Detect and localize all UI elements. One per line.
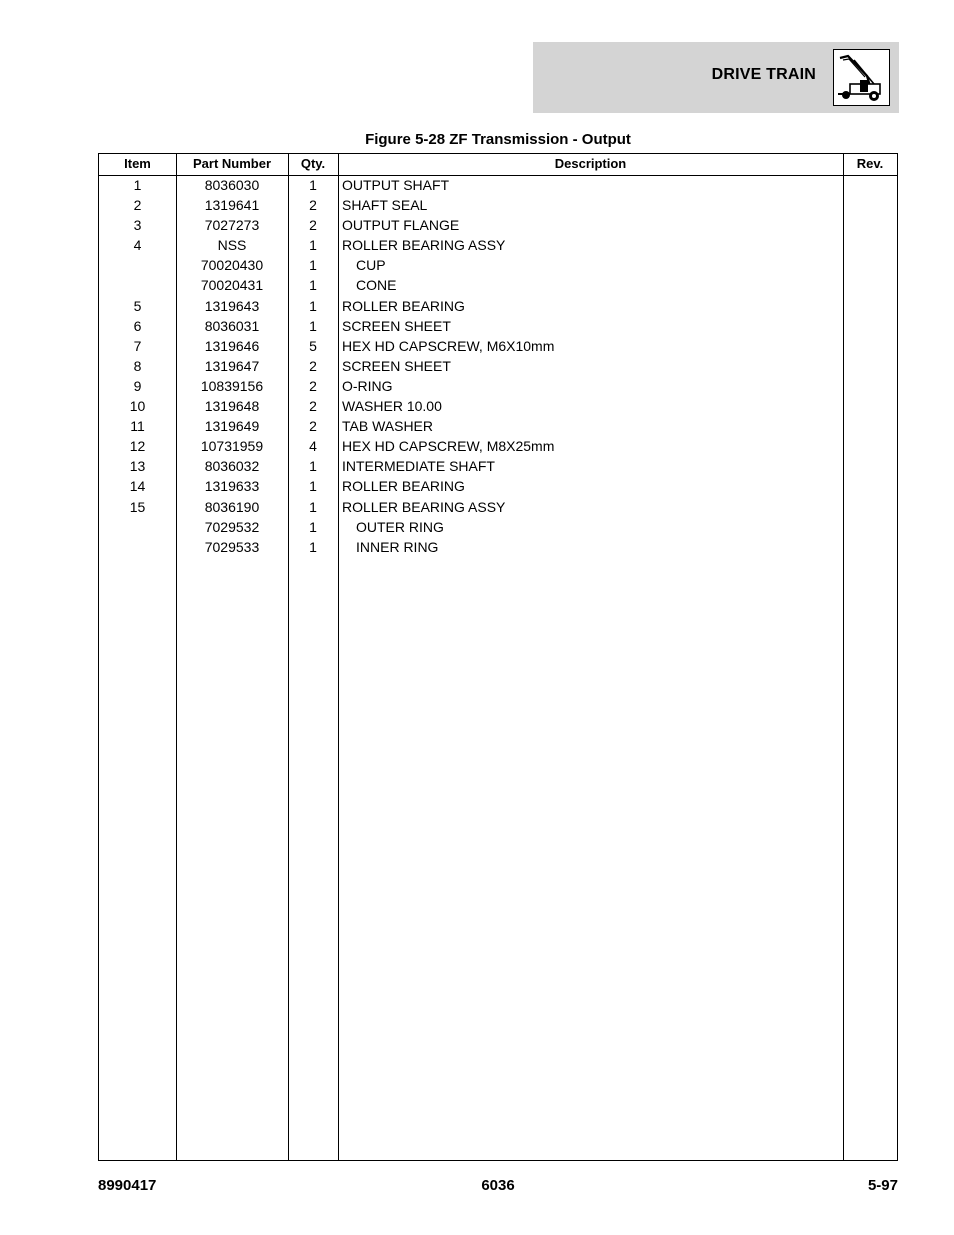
table-row: [99, 196, 897, 216]
quantity: 2: [309, 217, 317, 234]
quantity: 1: [309, 277, 317, 294]
table-row: [99, 417, 897, 437]
description: SCREEN SHEET: [342, 357, 451, 374]
quantity: 2: [309, 377, 317, 394]
part-number: 1319649: [204, 418, 260, 435]
quantity: 1: [309, 257, 317, 274]
footer-page-number: 5-97: [867, 1177, 898, 1194]
item-number: 8: [133, 357, 142, 374]
item-number: 14: [129, 478, 146, 495]
description: WASHER 10.00: [342, 398, 442, 415]
description: ROLLER BEARING ASSY: [342, 498, 506, 515]
item-number: 10: [129, 398, 146, 415]
item-number: 2: [133, 197, 142, 214]
quantity: 1: [309, 478, 317, 495]
table-row: [99, 256, 897, 276]
quantity: 1: [309, 177, 317, 193]
part-number: 1319646: [204, 337, 260, 354]
part-number: 7029532: [204, 518, 260, 535]
part-number: 1319633: [204, 478, 260, 495]
table-row: [99, 357, 897, 377]
description: OUTER RING: [356, 518, 444, 535]
table-row: [99, 437, 897, 457]
table-row: [99, 518, 897, 538]
part-number: NSS: [217, 237, 247, 254]
part-number: 8036030: [204, 177, 260, 193]
part-number: 1319641: [204, 197, 260, 214]
part-number: 8036031: [204, 317, 260, 334]
table-row: [99, 236, 897, 256]
section-title: DRIVE TRAIN: [711, 66, 816, 83]
quantity: 1: [309, 538, 317, 555]
quantity: 1: [309, 498, 317, 515]
table-row: [99, 276, 897, 296]
description: ROLLER BEARING: [342, 478, 465, 495]
quantity: 4: [309, 438, 317, 455]
item-number: 4: [133, 237, 142, 254]
footer-document-number: 8990417: [98, 1177, 157, 1194]
description: HEX HD CAPSCREW, M8X25mm: [342, 438, 555, 455]
quantity: 1: [309, 317, 317, 334]
table-row: [99, 538, 897, 558]
description: OUTPUT FLANGE: [342, 217, 460, 234]
description: CONE: [356, 277, 397, 294]
description: INTERMEDIATE SHAFT: [342, 458, 495, 475]
table-row: [99, 337, 897, 357]
description: SHAFT SEAL: [342, 197, 428, 214]
table-row: [99, 216, 897, 236]
description: TAB WASHER: [342, 418, 434, 435]
part-number: 70020430: [200, 257, 264, 274]
description: SCREEN SHEET: [342, 317, 451, 334]
part-number: 70020431: [200, 277, 264, 294]
header-rev: Rev.: [856, 156, 884, 171]
quantity: 5: [309, 337, 317, 354]
header-description: Description: [554, 156, 627, 171]
description: HEX HD CAPSCREW, M6X10mm: [342, 337, 555, 354]
item-number: 3: [133, 217, 142, 234]
part-number: 8036190: [204, 498, 260, 515]
item-number: 11: [130, 418, 145, 435]
table-row: [99, 477, 897, 497]
part-number: 1319647: [204, 357, 260, 374]
quantity: 1: [309, 518, 317, 535]
table-row: [99, 317, 897, 337]
parts-table: [98, 153, 898, 1161]
item-number: 7: [133, 337, 142, 354]
description: ROLLER BEARING ASSY: [342, 237, 506, 254]
item-number: 5: [133, 297, 142, 314]
quantity: 2: [309, 357, 317, 374]
item-number: 1: [133, 177, 142, 193]
part-number: 1319648: [204, 398, 260, 415]
item-number: 12: [129, 438, 146, 455]
description: CUP: [356, 257, 386, 274]
part-number: 7027273: [204, 217, 260, 234]
item-number: 13: [129, 458, 146, 475]
figure-title: Figure 5-28 ZF Transmission - Output: [365, 131, 631, 148]
part-number: 1319643: [204, 297, 260, 314]
table-row: [99, 397, 897, 417]
item-number: 9: [133, 377, 142, 394]
section-tab: [533, 42, 899, 113]
quantity: 2: [309, 398, 317, 415]
quantity: 2: [309, 418, 317, 435]
drive-train-icon: [833, 49, 890, 106]
part-number: 7029533: [204, 538, 260, 555]
description: ROLLER BEARING: [342, 297, 465, 314]
quantity: 2: [309, 197, 317, 214]
quantity: 1: [309, 458, 317, 475]
item-number: 6: [133, 317, 142, 334]
header-part-number: Part Number: [192, 156, 272, 171]
part-number: 10731959: [200, 438, 264, 455]
quantity: 1: [309, 237, 317, 254]
table-row: [99, 498, 897, 518]
part-number: 10839156: [200, 377, 264, 394]
table-row: [99, 457, 897, 477]
description: OUTPUT SHAFT: [342, 177, 450, 193]
header-item: Item: [124, 156, 151, 171]
part-number: 8036032: [204, 458, 260, 475]
table-row: [99, 297, 897, 317]
table-body: [99, 176, 897, 558]
description: O-RING: [342, 377, 393, 394]
quantity: 1: [309, 297, 317, 314]
item-number: 15: [129, 498, 146, 515]
footer-model-number: 6036: [481, 1177, 515, 1194]
table-row: [99, 377, 897, 397]
table-row: [99, 176, 897, 196]
description: INNER RING: [356, 538, 439, 555]
header-qty: Qty.: [300, 156, 326, 171]
